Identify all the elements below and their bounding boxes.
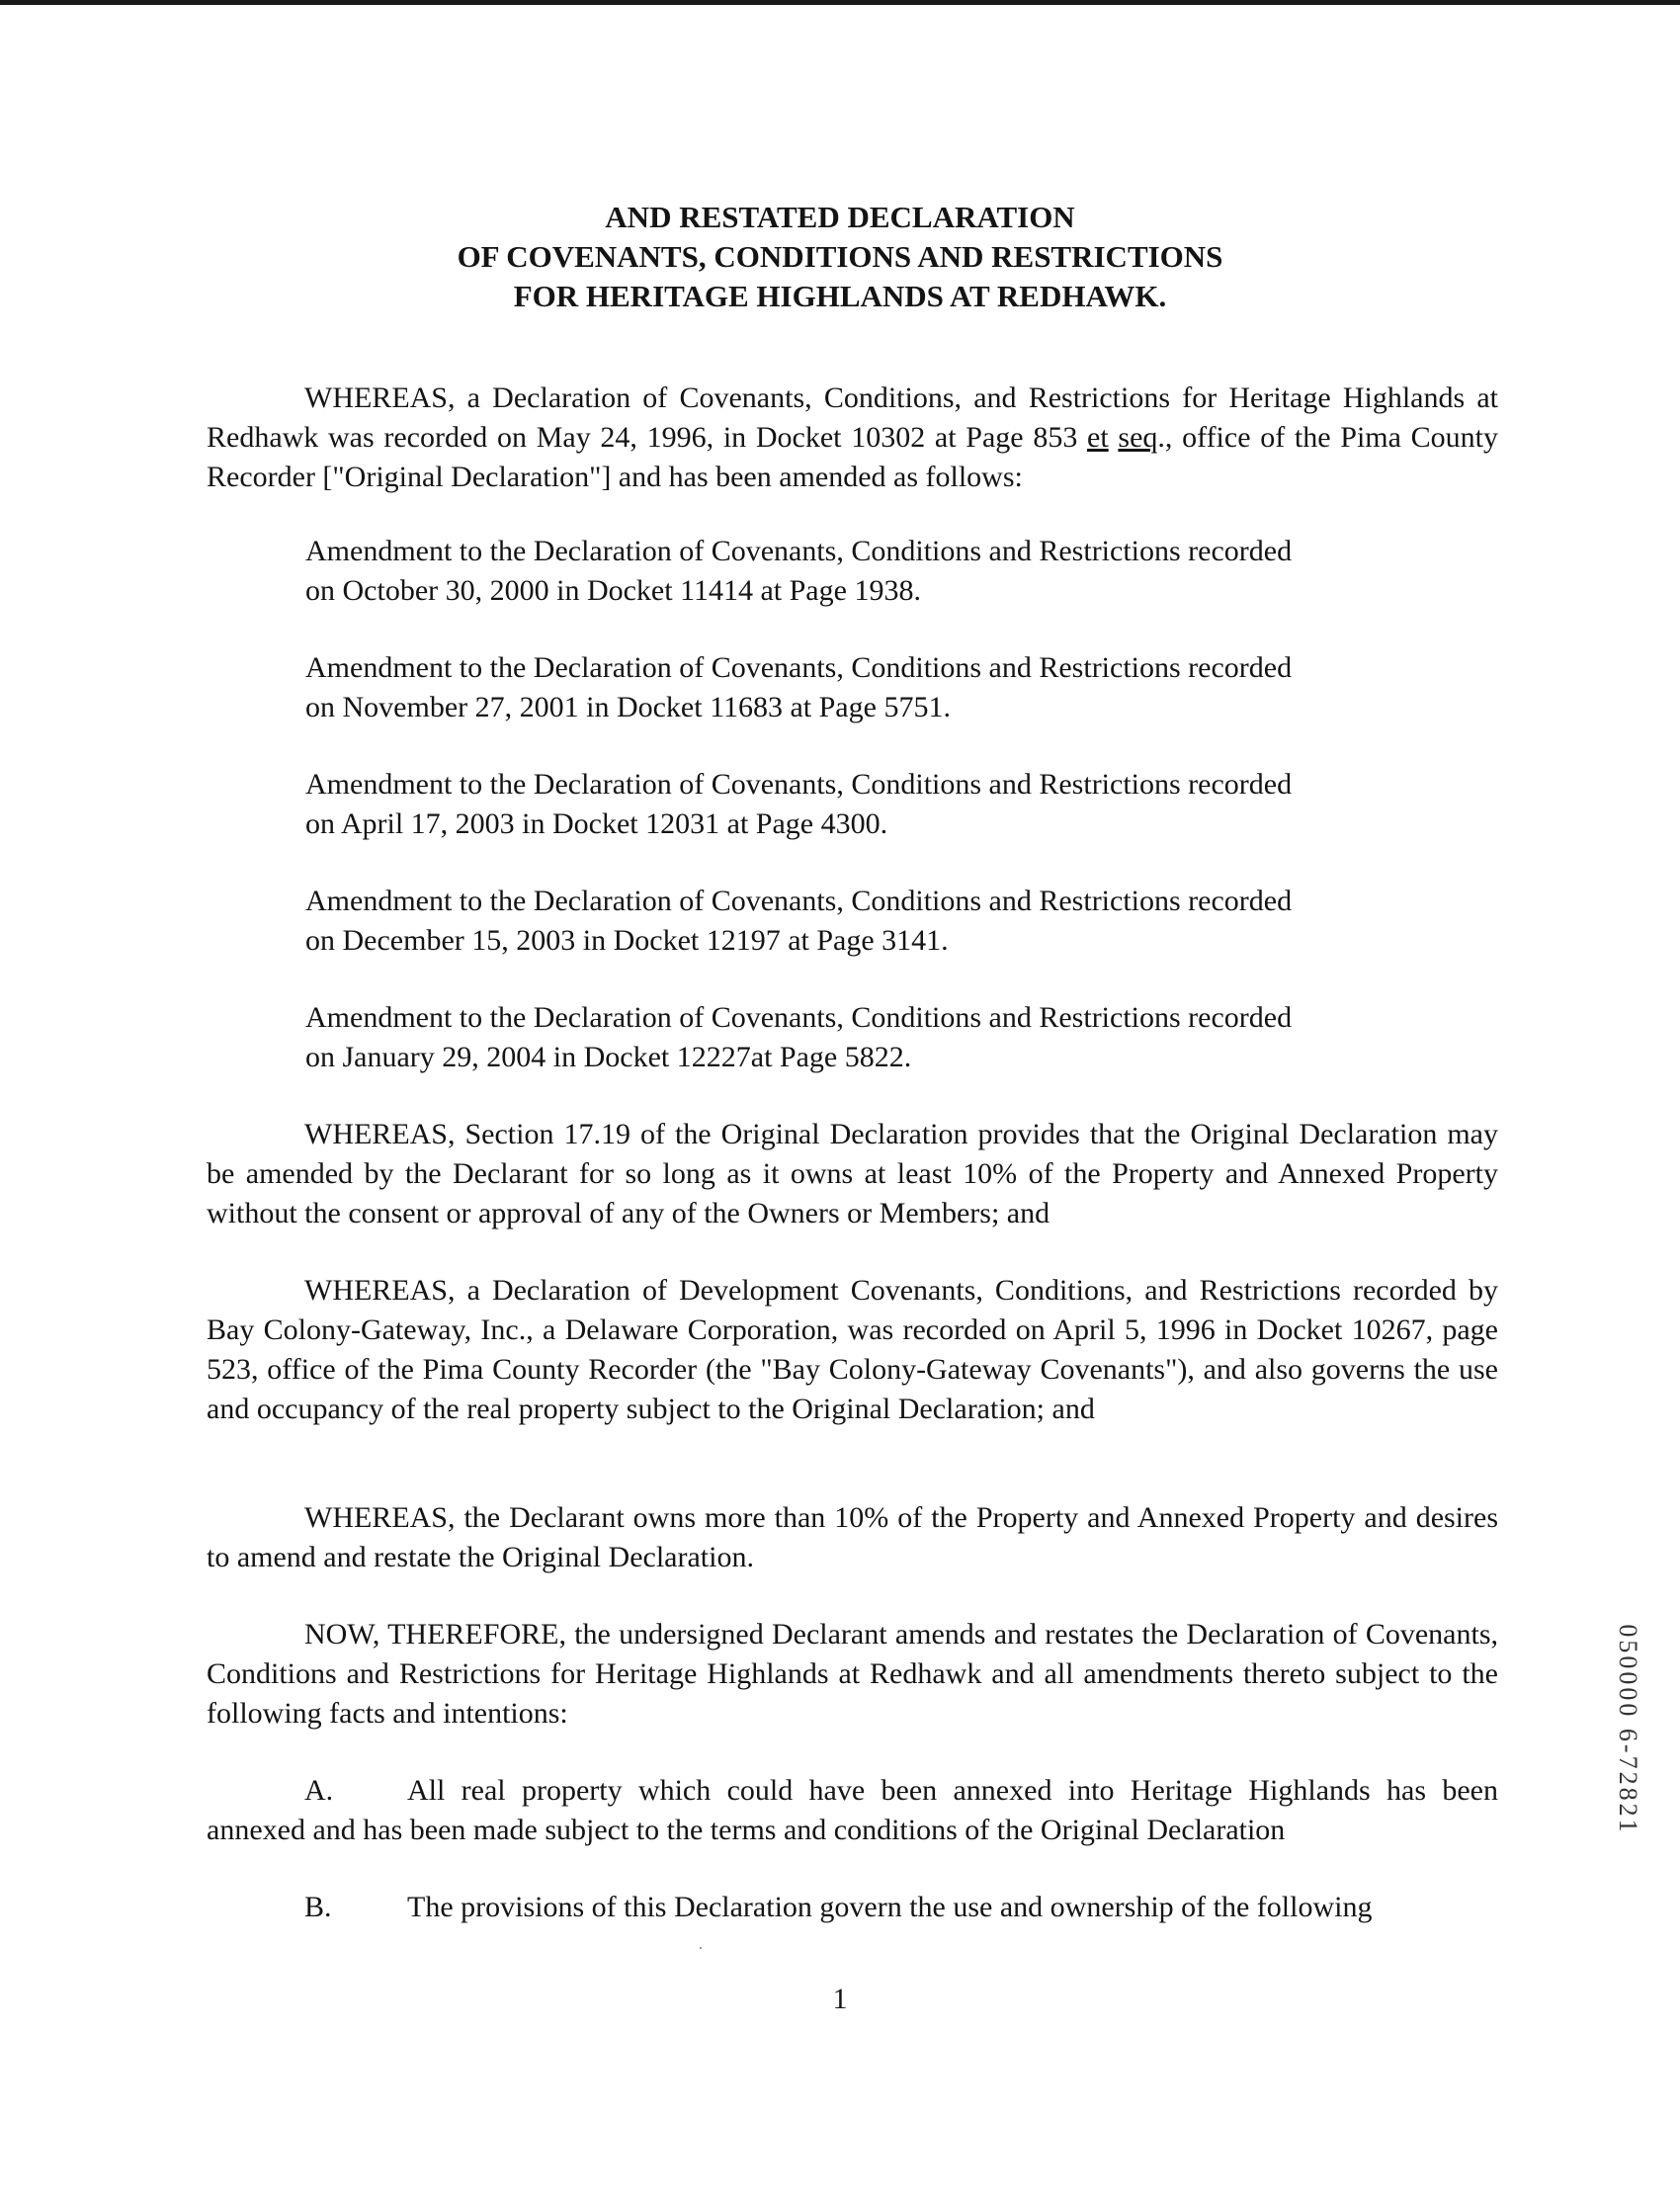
intro-et: et [1087,421,1109,454]
title-line-1: AND RESTATED DECLARATION [605,200,1075,234]
paragraph-declarant-owns: WHEREAS, the Declarant owns more than 10% of the Property and Annexed Property and desires to amend and restate the Original Declaration. [207,1501,1498,1573]
amendment-1: Amendment to the Declaration of Covenants, Conditions and Restrictions recorded on October 30, 2000 in Docket 11414 at Page 1938. [305,535,1293,607]
item-b [207,1888,1498,1927]
paragraph-section-17-19: WHEREAS, Section 17.19 of the Original Declaration provides that the Original Declaration may be amended by the Declarant for so long as it owns at least 10% of the Property and Annexed Property without the consent or approval of any of the Owners or Members; and [207,1118,1498,1229]
paragraph-now-therefore: NOW, THEREFORE, the undersigned Declarant amends and restates the Declaration of Covenants, Conditions and Restrictions for Heritage Highlands at Redhawk and all amendments thereto subject to the following facts and intentions: [207,1618,1498,1730]
intro-text-a: WHEREAS, a Declaration of Covenants, Conditions, and Restrictions for Heritage Highlands at Redhawk was recorded on May 24, 1996, in Docket 10302 at Page 853 [207,381,1498,454]
item-a-label: A. [304,1774,334,1807]
item-a [207,1771,1498,1850]
page-number: 1 [832,1983,848,2015]
amendment-4: Amendment to the Declaration of Covenants, Conditions and Restrictions recorded on December 15, 2003 in Docket 12197 at Page 3141. [305,885,1293,957]
item-b-text: The provisions of this Declaration govern the use and ownership of the following [407,1891,1373,1923]
item-a-text: All real property which could have been annexed into Heritage Highlands has been annexed and has been made subject to the terms and conditions of the Original Declaration [207,1774,1498,1846]
item-b-label: B. [304,1891,332,1923]
margin-stamp-text: 050000 6-72821 [1614,1624,1642,1835]
amendment-5: Amendment to the Declaration of Covenants, Conditions and Restrictions recorded on January 29, 2004 in Docket 12227at Page 5822. [305,1001,1293,1073]
intro-text-b: ., office of the Pima County Recorder ["Original Declaration"] and has been amended as follows: [207,421,1499,493]
scan-top-edge [0,0,1680,5]
amendment-3: Amendment to the Declaration of Covenants, Conditions and Restrictions recorded on April 17, 2003 in Docket 12031 at Page 4300. [305,768,1293,840]
margin-recording-stamp [1598,1601,1657,1858]
scan-speck [700,1947,702,1949]
amendment-2: Amendment to the Declaration of Covenants, Conditions and Restrictions recorded on November 27, 2001 in Docket 11683 at Page 5751. [305,651,1293,723]
intro-seq: seq [1118,421,1158,454]
paragraph-bay-colony: WHEREAS, a Declaration of Development Covenants, Conditions, and Restrictions recorded by Bay Colony-Gateway, Inc., a Delaware Corporation, was recorded on April 5, 1996 in Docket 10267, page 523, office of the Pima County Recorder (the "Bay Colony-Gateway Covenants"), and also governs the use and occupancy of the real property subject to the Original Declaration; and [207,1274,1498,1425]
intro-paragraph [207,379,1498,497]
title-line-2: OF COVENANTS, CONDITIONS AND RESTRICTIONS [457,239,1223,274]
document-title [0,198,1680,316]
title-line-3: FOR HERITAGE HIGHLANDS AT REDHAWK. [513,279,1167,313]
